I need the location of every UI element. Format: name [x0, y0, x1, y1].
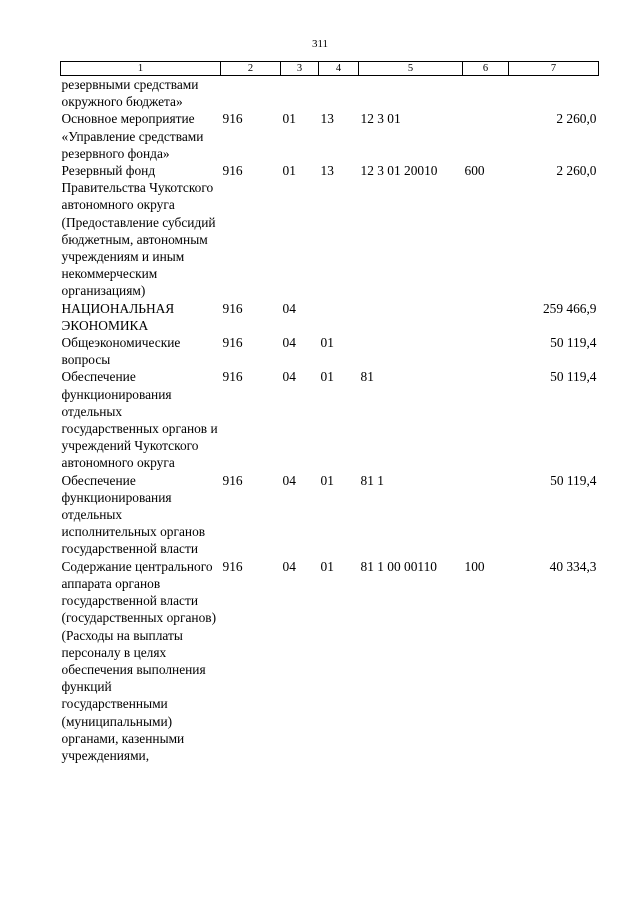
row-csr: 81	[360, 369, 374, 385]
row-csr: 12 3 01 20010	[360, 163, 438, 179]
row-rz: 04	[282, 335, 296, 351]
table-body	[61, 76, 599, 765]
row-rz	[281, 76, 319, 111]
row-rz: 01	[282, 163, 296, 179]
row-sum: 50 119,4	[550, 369, 597, 385]
row-name: Содержание центрального аппарата органов государственной власти (государственных органов) (Расходы на выплаты персоналу в целях обеспечения выполнения функций государственными (муниципальными) органами, казенными учреждениями,	[61, 558, 217, 763]
row-csr	[359, 300, 463, 334]
header-col-6: 6	[463, 62, 509, 76]
row-name: резервными средствами окружного бюджета»	[61, 77, 199, 110]
row-vr: 600	[464, 163, 485, 179]
header-row	[61, 62, 599, 76]
row-vr	[463, 300, 509, 334]
page-number: 311	[311, 38, 329, 50]
row-name: НАЦИОНАЛЬНАЯ ЭКОНОМИКА	[61, 300, 175, 333]
row-vr	[463, 472, 509, 558]
row-pr: 01	[320, 558, 334, 574]
row-pr: 13	[320, 163, 334, 179]
row-name: Резервный фонд Правительства Чукотского автономного округа (Предоставление субсидий бюджетным, автономным учреждениям и иным некоммерческим организациям)	[61, 163, 216, 299]
header-col-3: 3	[281, 62, 319, 76]
table-row	[61, 368, 599, 471]
row-pr: 13	[320, 111, 334, 127]
row-rz: 04	[282, 558, 296, 574]
row-pr: 01	[320, 335, 334, 351]
table-row	[61, 558, 599, 764]
row-ved: 916	[222, 163, 243, 179]
row-pr	[319, 76, 359, 111]
row-pr: 01	[320, 472, 334, 488]
table-row	[61, 472, 599, 558]
row-rz: 04	[282, 300, 296, 316]
row-name: Общеэкономические вопросы	[61, 335, 181, 368]
row-csr: 12 3 01	[360, 111, 401, 127]
row-sum: 50 119,4	[550, 472, 597, 488]
row-sum: 40 334,3	[549, 558, 597, 574]
row-csr: 81 1 00 00110	[360, 558, 437, 574]
row-pr	[319, 300, 359, 334]
budget-table	[60, 61, 599, 764]
row-ved: 916	[222, 472, 243, 488]
table-header	[61, 62, 599, 76]
row-ved: 916	[222, 111, 243, 127]
header-col-2: 2	[221, 62, 281, 76]
row-ved: 916	[222, 300, 243, 316]
row-ved	[221, 76, 281, 111]
row-sum: 259 466,9	[542, 300, 597, 316]
row-ved: 916	[222, 558, 243, 574]
row-vr: 100	[464, 558, 485, 574]
table-row	[61, 300, 599, 334]
table-row	[61, 110, 599, 162]
row-csr: 81 1	[360, 472, 384, 488]
row-vr	[463, 76, 509, 111]
row-rz: 01	[282, 111, 296, 127]
row-rz: 04	[282, 472, 296, 488]
row-name: Основное мероприятие «Управление средствами резервного фонда»	[61, 111, 204, 161]
row-sum: 50 119,4	[550, 335, 597, 351]
row-ved: 916	[222, 335, 243, 351]
row-vr	[463, 334, 509, 368]
table-row	[61, 162, 599, 300]
row-vr	[463, 110, 509, 162]
row-sum	[509, 76, 599, 111]
row-vr	[463, 368, 509, 471]
row-sum: 2 260,0	[556, 111, 597, 127]
table-row	[61, 334, 599, 368]
row-name: Обеспечение функционирования отдельных государственных органов и учреждений Чукотского автономного округа	[61, 369, 218, 471]
row-csr	[359, 76, 463, 111]
table-row	[61, 76, 599, 111]
row-name: Обеспечение функционирования отдельных исполнительных органов государственной власти	[61, 472, 206, 557]
row-pr: 01	[320, 369, 334, 385]
row-csr	[359, 334, 463, 368]
header-col-5: 5	[359, 62, 463, 76]
header-col-7: 7	[509, 62, 599, 76]
row-sum: 2 260,0	[556, 163, 597, 179]
header-col-1: 1	[61, 62, 221, 76]
row-ved: 916	[222, 369, 243, 385]
header-col-4: 4	[319, 62, 359, 76]
row-rz: 04	[282, 369, 296, 385]
